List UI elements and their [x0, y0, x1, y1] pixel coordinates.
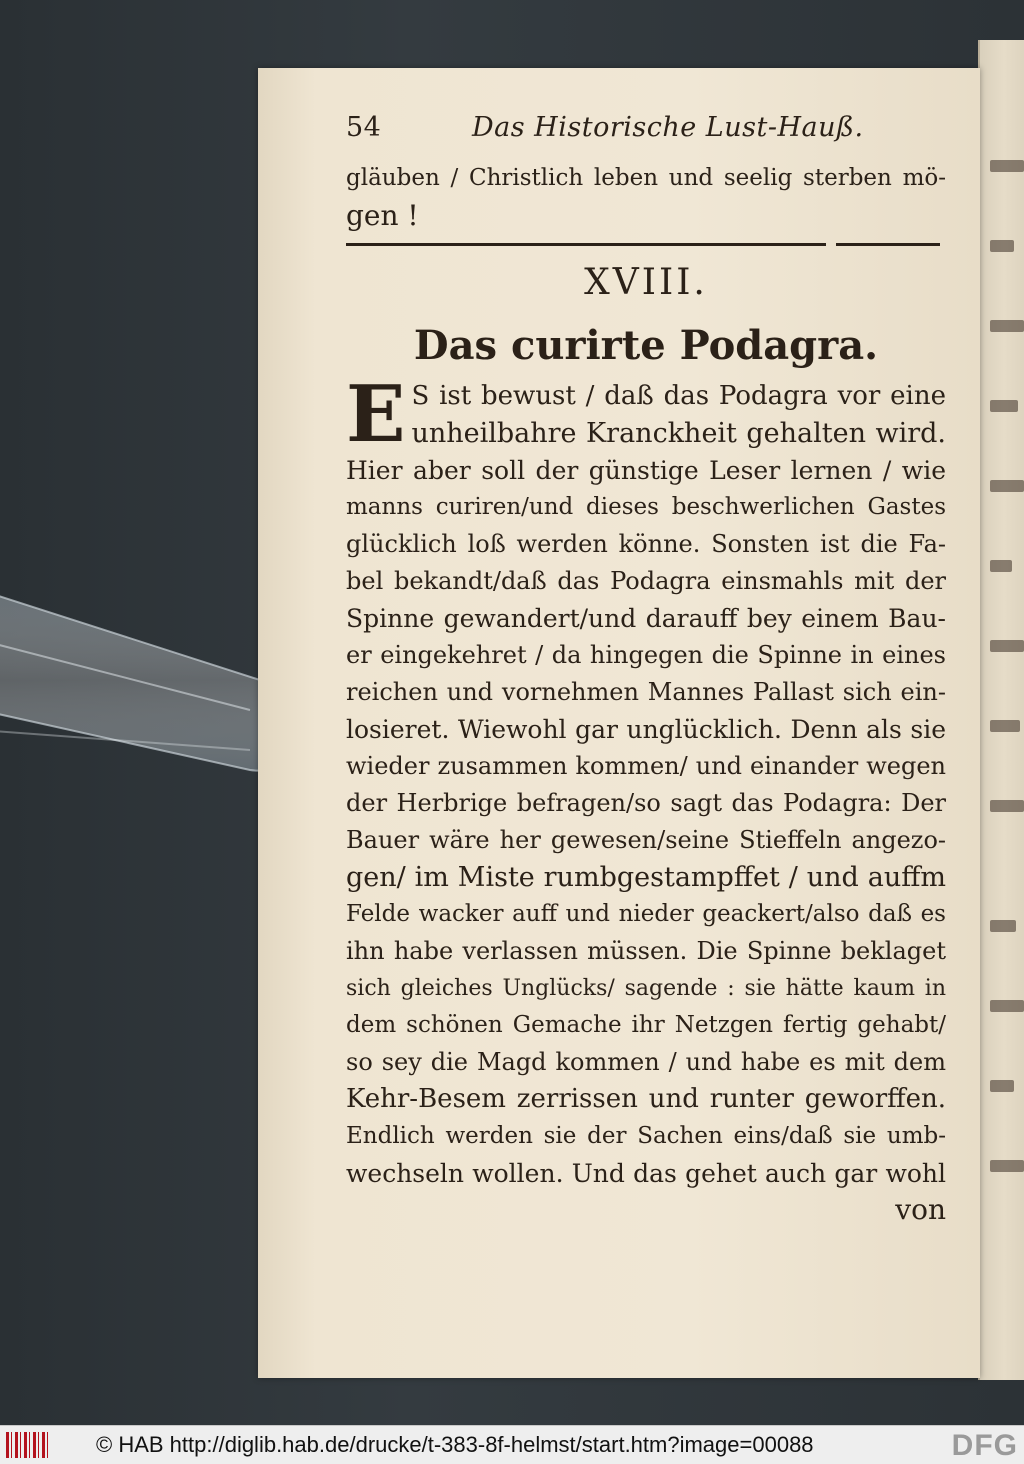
text-line: er eingekehret / da hingegen die Spinne in eines: [346, 641, 946, 669]
running-title: Das Historische Lust-Hauß.: [472, 112, 864, 143]
library-logo-icon: [6, 1432, 48, 1458]
section-rule-left: [346, 243, 826, 246]
text-line: gen/ im Miste rumbgestampffet / und auffm: [346, 862, 946, 893]
text-line: ihn habe verlassen müssen. Die Spinne beklaget: [346, 937, 946, 965]
text-line: losieret. Wiewohl gar unglücklich. Denn als sie: [346, 715, 946, 744]
text-line: reichen und vornehmen Mannes Pallast sich ein-: [346, 678, 946, 706]
text-line: der Herbrige befragen/so sagt das Podagra: Der: [346, 789, 946, 817]
text-line: Kehr-Besem zerrissen und runter geworffen.: [346, 1084, 946, 1114]
text-line: unheilbahre Kranckheit gehalten wird.: [411, 418, 946, 449]
page-number: 54: [346, 112, 382, 143]
catchword: von: [895, 1193, 946, 1226]
text-line: Felde wacker auff und nieder geackert/also daß es: [346, 901, 946, 927]
adjacent-page-edge: [978, 40, 1024, 1380]
footer-bar: [0, 1425, 1024, 1464]
chapter-number: XVIII.: [584, 262, 708, 303]
chapter-body: [346, 369, 946, 1192]
text-line: bel bekandt/daß das Podagra einsmahls mit der: [346, 567, 946, 595]
text-line: sich gleiches Unglücks/ sagende : sie hätte kaum in: [346, 976, 946, 1001]
text-line: gen !: [346, 199, 419, 232]
text-line: Bauer wäre her gewesen/seine Stieffeln angezo-: [346, 826, 946, 854]
running-head: [340, 112, 940, 152]
dfg-logo: DFG: [951, 1429, 1018, 1462]
section-rule-right: [836, 243, 940, 246]
text-line: S ist bewust / daß das Podagra vor eine: [411, 381, 946, 411]
text-line: manns curiren/und dieses beschwerlichen Gastes: [346, 494, 946, 520]
text-line: glücklich loß werden könne. Sonsten ist die Fa-: [346, 530, 946, 558]
text-line: Spinne gewandert/und darauff bey einem Bau-: [346, 604, 946, 633]
top-lines: [346, 160, 946, 234]
text-line: wieder zusammen kommen/ und einander wegen: [346, 752, 946, 780]
text-line: gläuben / Christlich leben und seelig sterben mö-: [346, 165, 946, 191]
drop-capital: E: [346, 369, 406, 460]
chapter-title: Das curirte Podagra.: [413, 322, 879, 369]
text-line: Hier aber soll der günstige Leser lernen / wie: [346, 456, 946, 485]
text-line: wechseln wollen. Und das gehet auch gar wohl: [346, 1159, 946, 1188]
source-credit[interactable]: [96, 1432, 814, 1458]
text-line: dem schönen Gemache ihr Netzgen fertig gehabt/: [346, 1012, 946, 1038]
text-line: so sey die Magd kommen / und habe es mit dem: [346, 1048, 946, 1076]
text-line: Endlich werden sie der Sachen eins/daß sie umb-: [346, 1123, 946, 1149]
source-link[interactable]: © HAB http://diglib.hab.de/drucke/t-383-8f-helmst/start.htm?image=00088: [96, 1432, 814, 1457]
